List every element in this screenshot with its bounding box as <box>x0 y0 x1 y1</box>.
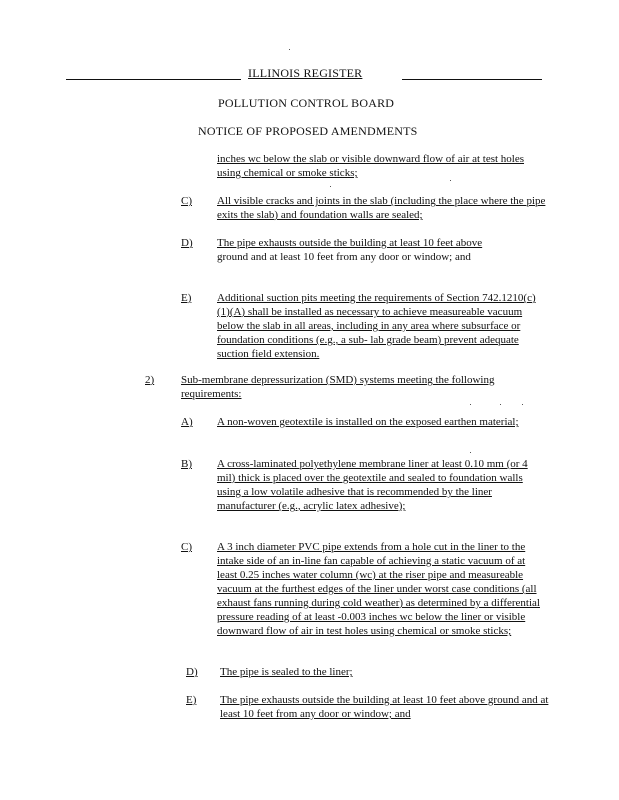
item-text-d-underlined: The pipe exhausts outside the building at least 10 feet above <box>217 237 483 249</box>
scan-speck <box>470 452 471 453</box>
item-marker-d2: D) <box>186 666 198 678</box>
scan-speck <box>289 49 290 50</box>
item-marker-e2: E) <box>186 694 197 706</box>
header-rule-right <box>402 79 542 80</box>
item-text-d <box>217 236 547 264</box>
item-text-d-plain: ground and at least 10 feet from any door or window; and <box>217 251 471 263</box>
notice-title: NOTICE OF PROPOSED AMENDMENTS <box>198 124 418 138</box>
item-text-d2: The pipe is sealed to the liner; <box>220 666 353 678</box>
item-text-c: All visible cracks and joints in the slab (including the place where the pipe exits the slab) and foundation walls are sealed; <box>217 195 546 221</box>
item-text-b2: A cross-laminated polyethylene membrane liner at least 0.10 mm (or 4 mil) thick is placed over the geotextile and sealed to foundation walls using a low volatile adhesive that is recommended by the liner manufacturer (e.g., acrylic latex adhesive); <box>217 458 528 512</box>
item-text-e: Additional suction pits meeting the requirements of Section 742.1210(c)(1)(A) shall be installed as necessary to achieve measureable vacuum below the slab in all areas, including in any area where subsurface or foundation conditions (e.g., a sub- lab grade beam) prevent adequate suction field extension. <box>217 292 536 360</box>
item-marker-e: E) <box>181 292 192 304</box>
scan-speck <box>500 404 501 405</box>
scan-speck <box>470 404 471 405</box>
item-text-c2: A 3 inch diameter PVC pipe extends from a hole cut in the liner to the intake side of an in-line fan capable of achieving a static vacuum of at least 0.25 inches water column (wc) at the riser pipe and measureable vacuum at the furthest edges of the liner under worst case conditions (all exhaust fans running during cold weather) as determined by a differential pressure reading of at least -0.003 inches wc below the liner or visible downward flow of air in test holes using chemical or smoke sticks; <box>217 541 540 637</box>
continuation-paragraph: inches wc below the slab or visible downward flow of air at test holes using chemical or smoke sticks; <box>217 153 525 179</box>
section-text-2: Sub-membrane depressurization (SMD) systems meeting the following requirements: <box>181 374 495 400</box>
scan-speck <box>330 186 331 187</box>
item-marker-d: D) <box>181 237 193 249</box>
item-text-a2: A non-woven geotextile is installed on the exposed earthen material; <box>217 416 519 428</box>
header-rule-left <box>66 79 241 80</box>
item-marker-b2: B) <box>181 458 192 470</box>
register-title: ILLINOIS REGISTER <box>248 66 363 80</box>
item-marker-c: C) <box>181 195 192 207</box>
scan-speck <box>522 404 523 405</box>
scan-speck <box>450 180 451 181</box>
item-marker-c2: C) <box>181 541 192 553</box>
section-marker-2: 2) <box>145 374 155 386</box>
item-marker-a2: A) <box>181 416 193 428</box>
board-name: POLLUTION CONTROL BOARD <box>218 96 395 110</box>
item-text-e2: The pipe exhausts outside the building at least 10 feet above ground and at least 10 feet from any door or window; and <box>220 694 549 720</box>
